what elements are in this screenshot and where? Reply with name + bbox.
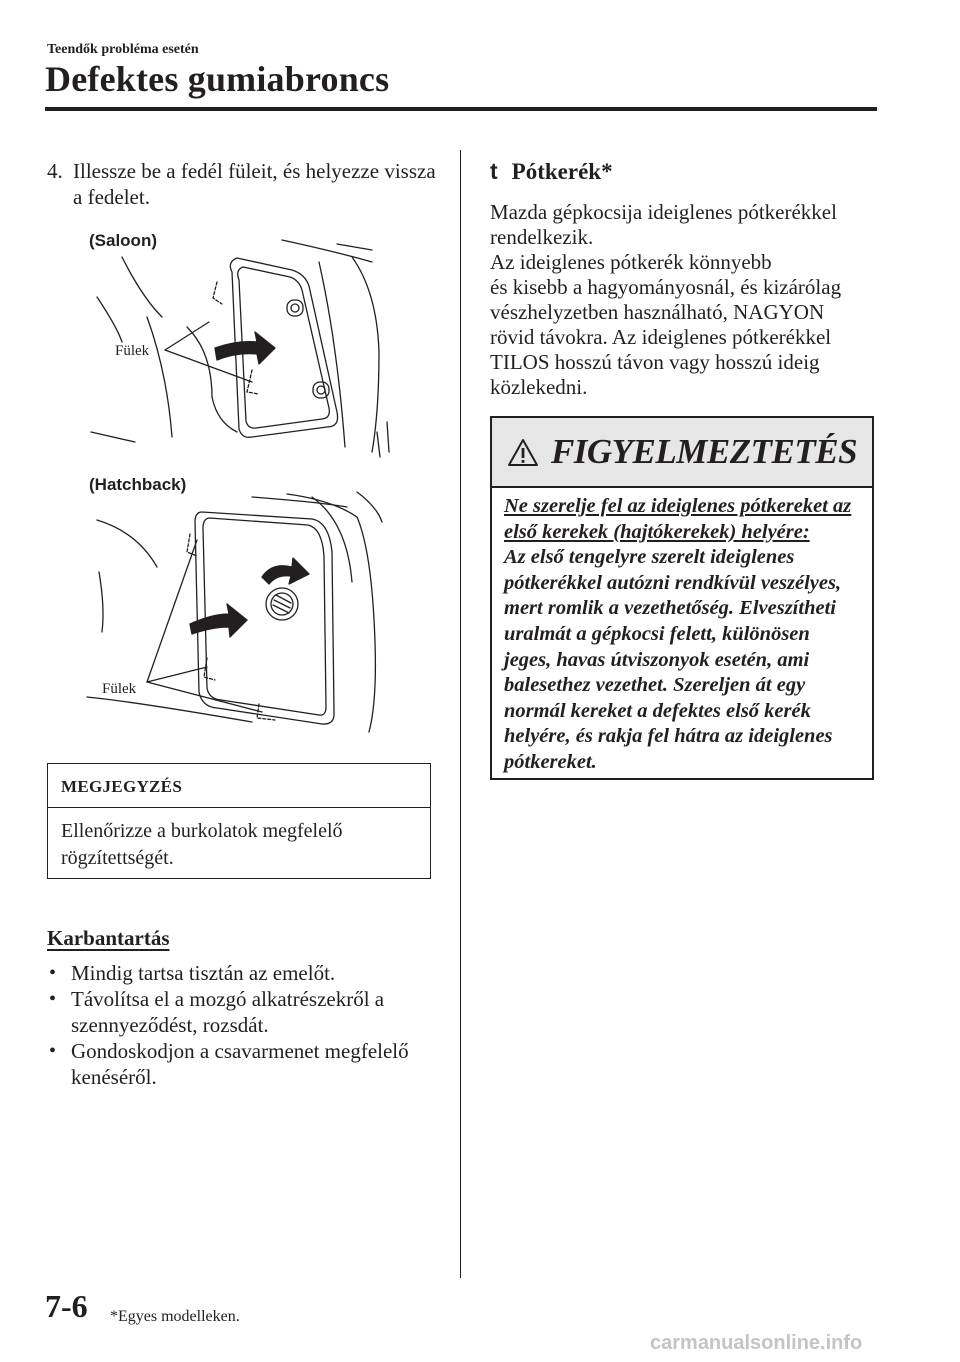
cover-illustration — [47, 222, 457, 742]
warning-triangle-icon — [507, 438, 539, 467]
warning-underlined-text: Ne szerelje fel az ideiglenes pótkereket az első kerekek (hajtókerekek) helyére: — [504, 495, 852, 543]
column-divider — [460, 150, 461, 1278]
saloon-label: (Saloon) — [89, 231, 157, 250]
section-marker-icon: t — [490, 158, 498, 184]
bullet-icon: • — [49, 1040, 57, 1062]
cover-illustration-drawing — [47, 222, 457, 742]
spare-wheel-title: Pótkerék* — [511, 159, 613, 184]
note-heading: MEGJEGYZÉS — [48, 764, 430, 808]
title-rule — [45, 107, 877, 111]
warning-header — [492, 418, 872, 488]
warning-box — [490, 416, 874, 780]
section-label: Teendők probléma esetén — [47, 42, 199, 57]
watermark: carmanualsonline.info — [650, 1332, 863, 1354]
hatchback-label: (Hatchback) — [89, 475, 187, 494]
callout-tabs-saloon: Fülek — [115, 343, 150, 359]
step-text: Illessze be a fedél füleit, és helyezze vissza a fedelet. — [73, 159, 436, 209]
list-item: • Gondoskodjon a csavarmenet megfelelő kenéséről. — [49, 1039, 409, 1089]
footnote: *Egyes modelleken. — [110, 1308, 240, 1325]
warning-body — [492, 488, 872, 782]
list-item: • Mindig tartsa tisztán az emelőt. — [49, 961, 336, 985]
page-number: 7-6 — [45, 1288, 88, 1324]
page-title: Defektes gumiabroncs — [45, 59, 390, 99]
callout-tabs-hatchback: Fülek — [102, 681, 137, 697]
step-4 — [47, 158, 447, 210]
note-body: Ellenőrizze a burkolatok megfelelő rögzítettségét. — [61, 820, 343, 869]
spare-wheel-heading — [490, 158, 613, 185]
list-item: • Távolítsa el a mozgó alkatrészekről a szennyeződést, rozsdát. — [49, 987, 385, 1037]
step-number: 4. — [47, 159, 63, 183]
bullet-icon: • — [49, 988, 57, 1010]
maintenance-list — [47, 960, 447, 1090]
warning-title: FIGYELMEZTETÉS — [550, 432, 858, 471]
maintenance-heading: Karbantartás — [47, 926, 170, 950]
spare-wheel-paragraph: Mazda gépkocsija ideiglenes pótkerékkel rendelkezik. Az ideiglenes pótkerék könnyebb és kisebb a hagyományosnál, és kizárólag vészhelyzetben használható, NAGYON rövid távokra. Az ideiglenes pótkerékkel TILOS hosszú távon vagy hosszú ideig közlekedni. — [490, 200, 842, 399]
bullet-icon: • — [49, 962, 57, 984]
note-box — [47, 763, 431, 879]
warning-text: Az első tengelyre szerelt ideiglenes pótkerékkel autózni rendkívül veszélyes, mert romlik a vezethetőség. Elveszítheti uralmát a gépkocsi felett, különösen jeges, havas útviszonyok esetén, ami balesethez vezethet. Szereljen át egy normál kereket a defektes első kerék helyére, és rakja fel hátra az ideiglenes pótkereket. — [504, 546, 842, 773]
